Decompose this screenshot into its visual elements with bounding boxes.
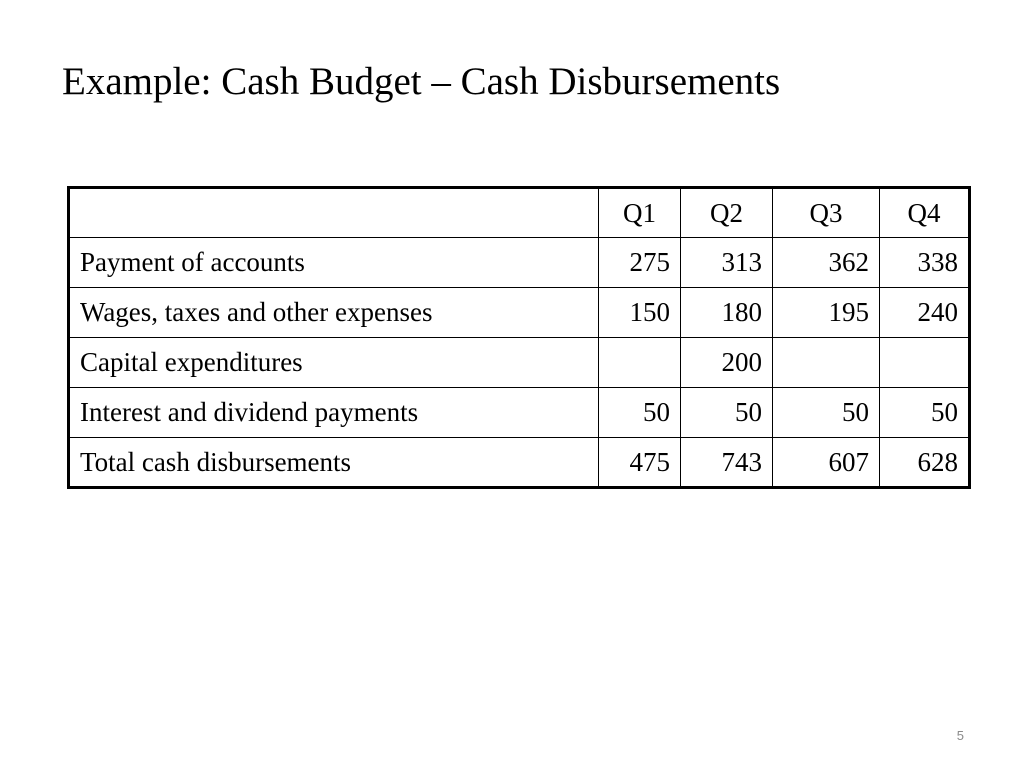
cell-q4: 628 <box>880 438 970 488</box>
table-corner-cell <box>69 188 599 238</box>
row-label: Capital expenditures <box>69 338 599 388</box>
cell-q1: 275 <box>599 238 681 288</box>
table-row-total-cash-disbursements <box>69 438 970 488</box>
column-header-q2: Q2 <box>681 188 773 238</box>
cash-disbursements-table <box>67 186 971 489</box>
cell-q1: 150 <box>599 288 681 338</box>
cell-q2: 180 <box>681 288 773 338</box>
cell-q4: 240 <box>880 288 970 338</box>
table-header-row <box>69 188 970 238</box>
cell-q2: 743 <box>681 438 773 488</box>
cell-q2: 200 <box>681 338 773 388</box>
cell-q3: 195 <box>773 288 880 338</box>
cell-q3 <box>773 338 880 388</box>
cell-q3: 50 <box>773 388 880 438</box>
table-row-interest-dividend-payments <box>69 388 970 438</box>
column-header-q1: Q1 <box>599 188 681 238</box>
table-row-capital-expenditures <box>69 338 970 388</box>
cell-q3: 362 <box>773 238 880 288</box>
cell-q3: 607 <box>773 438 880 488</box>
cell-q2: 313 <box>681 238 773 288</box>
row-label: Total cash disbursements <box>69 438 599 488</box>
cell-q1: 475 <box>599 438 681 488</box>
cell-q1: 50 <box>599 388 681 438</box>
slide-title: Example: Cash Budget – Cash Disbursements <box>62 60 781 103</box>
table-row-payment-of-accounts <box>69 238 970 288</box>
cell-q2: 50 <box>681 388 773 438</box>
row-label: Payment of accounts <box>69 238 599 288</box>
cash-disbursements-table-container <box>67 186 971 489</box>
column-header-q3: Q3 <box>773 188 880 238</box>
table-row-wages-taxes-expenses <box>69 288 970 338</box>
page-number: 5 <box>956 728 964 743</box>
cell-q1 <box>599 338 681 388</box>
column-header-q4: Q4 <box>880 188 970 238</box>
row-label: Wages, taxes and other expenses <box>69 288 599 338</box>
cell-q4: 338 <box>880 238 970 288</box>
row-label: Interest and dividend payments <box>69 388 599 438</box>
cell-q4 <box>880 338 970 388</box>
cell-q4: 50 <box>880 388 970 438</box>
